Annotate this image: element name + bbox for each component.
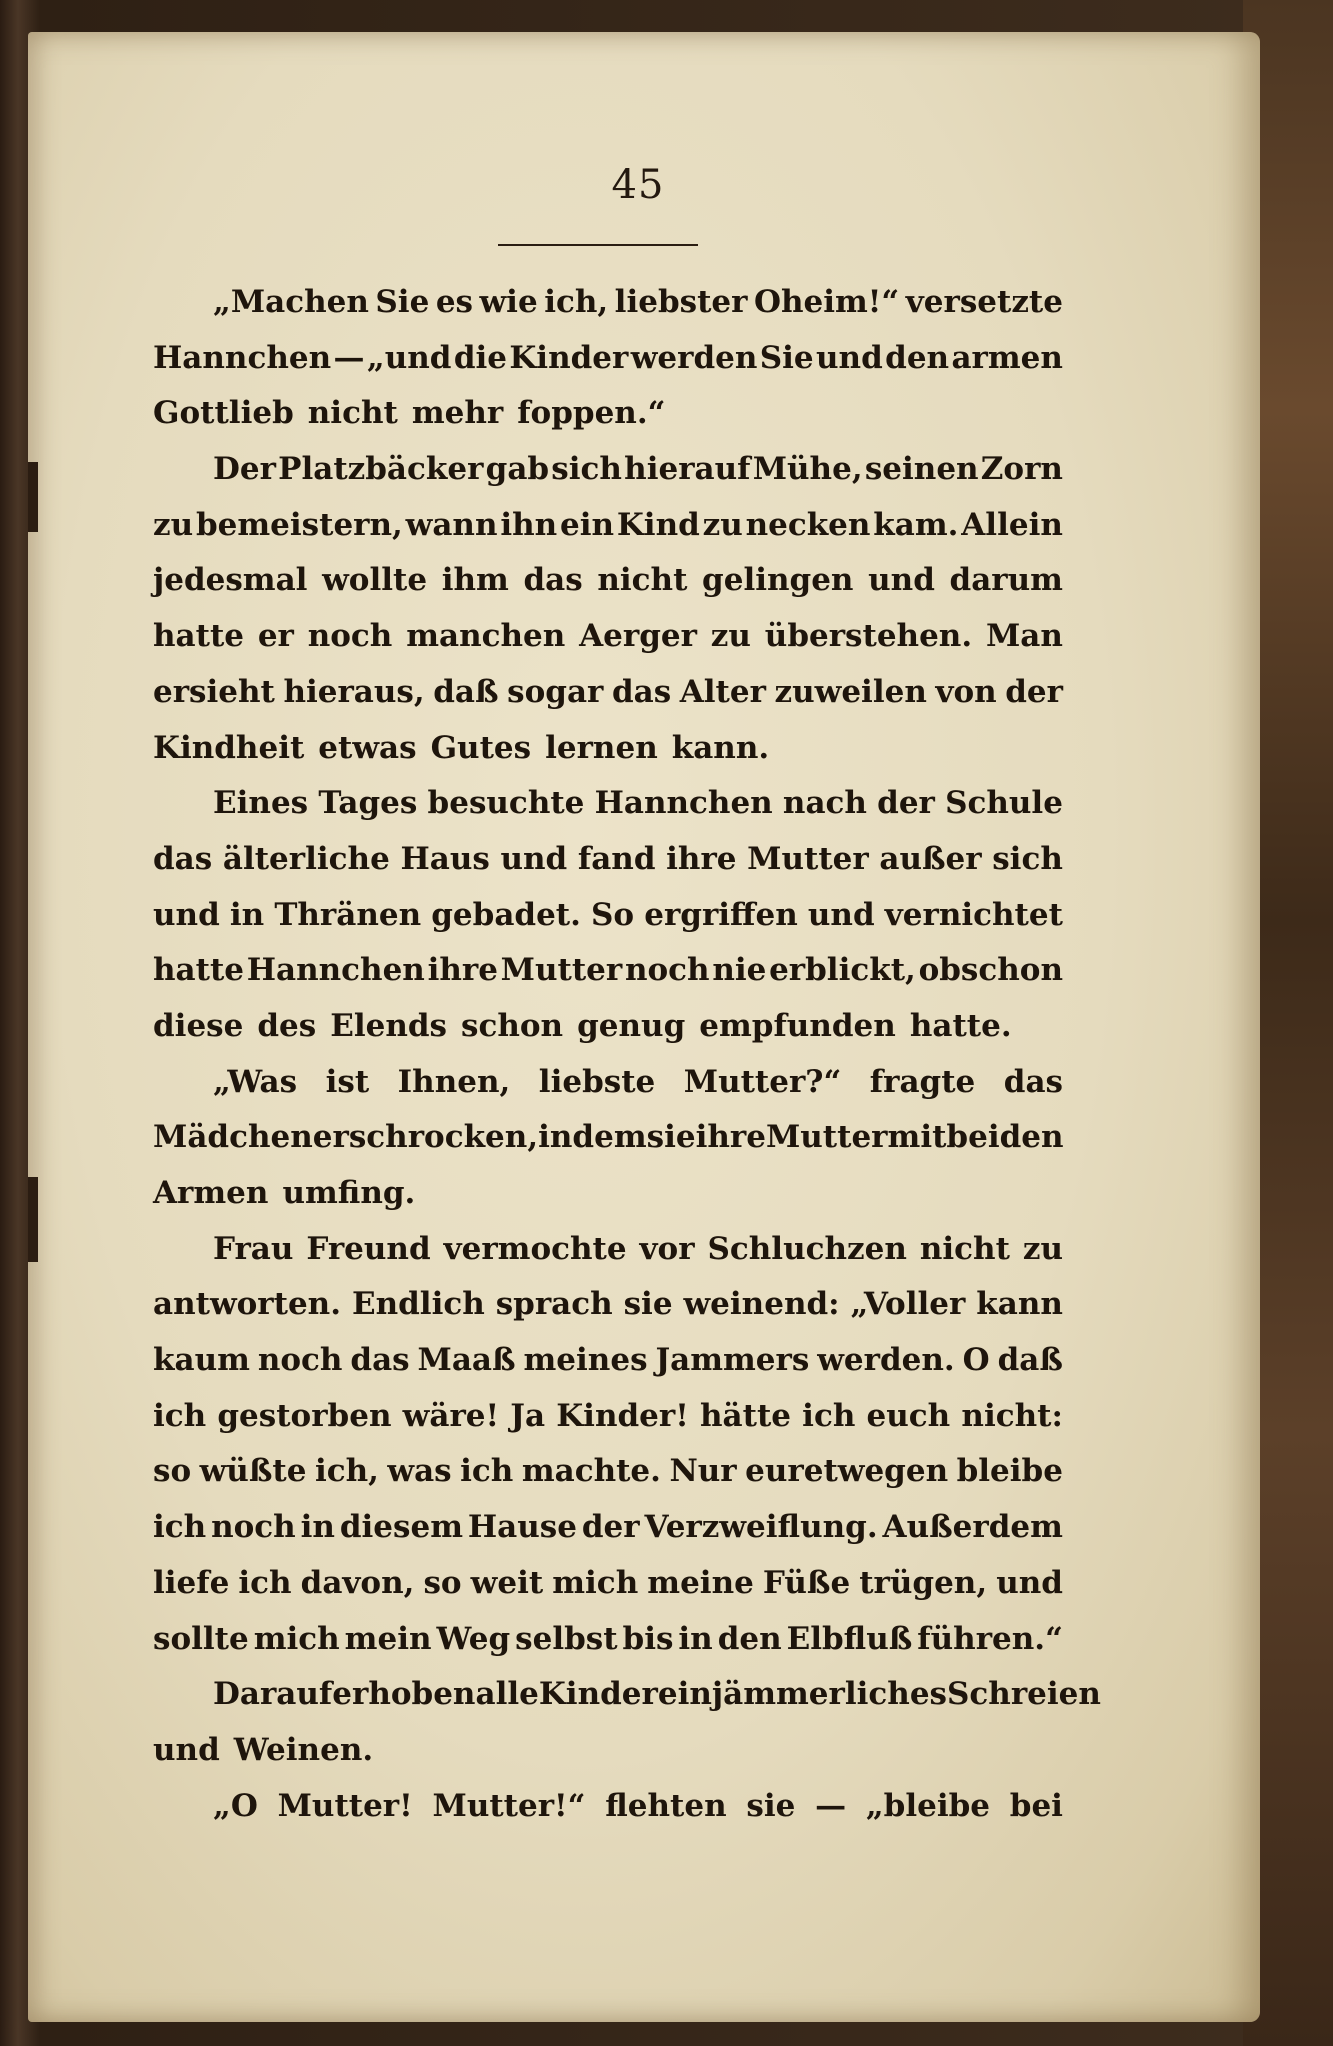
text-word: erhoben: [332, 1676, 476, 1713]
text-word: noch: [307, 618, 393, 655]
text-word: empfunden: [699, 1007, 896, 1044]
text-word: Mutter: [747, 840, 869, 877]
text-word: schon: [461, 1007, 564, 1044]
text-word: bis: [622, 1620, 674, 1657]
text-word: weit: [470, 1564, 544, 1601]
text-word: gestorben: [217, 1397, 392, 1434]
text-word: Frau: [213, 1230, 294, 1267]
text-word: mein: [344, 1620, 432, 1657]
text-word: „Machen: [213, 284, 369, 320]
text-word: „und: [366, 339, 452, 376]
text-word: foppen.“: [517, 395, 666, 432]
text-word: Mutter: [765, 1119, 888, 1156]
text-word: ich,: [544, 284, 609, 320]
text-word: „O: [213, 1787, 258, 1824]
text-word: Eines: [213, 785, 309, 822]
text-word: sogar: [507, 673, 604, 710]
text-word: beiden: [946, 1119, 1064, 1156]
text-word: führen.“: [917, 1620, 1063, 1657]
text-word: Sie: [759, 339, 814, 376]
text-word: Aerger: [579, 618, 697, 655]
text-word: antworten.: [153, 1286, 342, 1323]
text-word: seinen: [864, 451, 979, 488]
text-line: [153, 721, 1063, 777]
text-word: hatte: [153, 952, 244, 989]
text-word: ich,: [314, 1453, 379, 1490]
text-word: Hause: [467, 1509, 577, 1546]
text-word: die: [453, 339, 507, 376]
text-word: Außerdem: [882, 1509, 1063, 1546]
text-word: sie: [646, 1119, 696, 1156]
gutter-mark: [28, 462, 38, 532]
text-word: in: [229, 896, 265, 933]
text-word: ich: [460, 1453, 514, 1490]
text-word: ergriffen: [644, 896, 798, 933]
text-word: ein: [559, 506, 615, 543]
text-word: des: [257, 1007, 317, 1044]
text-word: „Was: [213, 1063, 298, 1100]
text-word: und: [816, 339, 883, 376]
text-word: Schluchzen: [707, 1230, 907, 1267]
text-word: noch: [624, 952, 710, 989]
text-word: So: [591, 896, 635, 933]
text-line: [153, 1222, 1063, 1278]
gutter-mark: [28, 1177, 38, 1262]
text-word: selbst: [515, 1620, 618, 1657]
text-word: O: [962, 1342, 990, 1379]
text-word: Elends: [330, 1007, 448, 1044]
text-word: Füße: [762, 1564, 851, 1601]
text-line: [153, 1333, 1063, 1389]
text-word: Nur: [669, 1453, 737, 1490]
text-word: sie: [623, 1286, 673, 1323]
text-word: weinend:: [683, 1286, 840, 1323]
text-word: Ihnen,: [397, 1063, 511, 1100]
text-word: in: [300, 1509, 335, 1546]
text-word: noch: [211, 1509, 296, 1546]
text-word: sie: [746, 1787, 796, 1824]
text-line: [153, 331, 1063, 387]
text-word: darum: [949, 562, 1063, 599]
text-line: [153, 1612, 1063, 1668]
text-word: er: [257, 618, 294, 655]
text-word: zuweilen: [774, 673, 927, 710]
text-word: hierauf: [624, 451, 751, 488]
text-line: [153, 1444, 1063, 1500]
text-word: Endlich: [351, 1286, 485, 1323]
text-word: wäre!: [402, 1397, 500, 1434]
text-word: Armen: [153, 1175, 269, 1211]
text-line: [153, 1055, 1063, 1111]
text-word: ihre: [427, 952, 498, 989]
text-word: besuchte: [427, 785, 585, 822]
text-word: ich: [153, 1397, 207, 1434]
text-word: „Voller: [850, 1286, 966, 1323]
text-word: machte.: [521, 1453, 661, 1490]
text-word: indem: [538, 1119, 647, 1156]
text-word: Oheim!“: [753, 284, 900, 320]
text-line: [153, 1389, 1063, 1445]
text-word: nie: [712, 952, 767, 989]
text-word: nicht: [307, 395, 398, 432]
text-word: nicht:: [961, 1397, 1063, 1434]
text-word: sprach: [495, 1286, 613, 1323]
text-word: der: [877, 785, 935, 822]
text-word: Tages: [318, 785, 418, 822]
text-word: zu: [702, 506, 743, 543]
text-word: ihre: [695, 1119, 766, 1156]
text-word: das: [1003, 1063, 1063, 1100]
text-word: das: [350, 1342, 410, 1379]
text-line: [153, 999, 1063, 1055]
text-word: ihre: [666, 840, 737, 877]
text-word: Hannchen: [594, 785, 773, 822]
text-word: das: [611, 673, 672, 710]
text-word: so: [153, 1453, 192, 1490]
text-line: [153, 1277, 1063, 1333]
text-word: werden.: [817, 1342, 955, 1379]
text-word: genug: [577, 1007, 686, 1044]
text-line: [153, 665, 1063, 721]
text-word: Alter: [679, 673, 766, 710]
text-word: Mühe,: [752, 451, 863, 488]
text-word: und: [500, 840, 568, 877]
text-word: ich: [153, 1509, 207, 1546]
text-line: [153, 1779, 1063, 1835]
text-word: obschon: [918, 952, 1063, 989]
text-word: Freund: [306, 1230, 431, 1267]
text-word: wann: [405, 506, 498, 543]
text-word: mich: [552, 1564, 639, 1601]
text-word: vermochte: [443, 1230, 627, 1267]
text-word: außer: [879, 840, 982, 877]
text-word: von: [935, 673, 997, 710]
text-word: euch: [866, 1397, 951, 1434]
text-word: und: [868, 562, 935, 599]
text-word: den: [717, 1620, 782, 1657]
text-word: umfing.: [282, 1175, 416, 1211]
text-word: Darauf: [213, 1676, 333, 1713]
book-page: [28, 32, 1260, 2022]
text-word: Mädchen: [153, 1119, 313, 1156]
text-word: Jammers: [655, 1342, 810, 1379]
text-word: Zorn: [980, 451, 1063, 488]
text-word: hatte: [153, 618, 244, 655]
text-word: ihn: [500, 506, 558, 543]
text-word: und: [153, 896, 220, 933]
text-line: [153, 1723, 1063, 1779]
text-word: wollte: [322, 562, 428, 599]
text-word: der: [581, 1509, 640, 1546]
text-word: —: [815, 1787, 847, 1824]
text-word: Man: [985, 618, 1063, 655]
text-word: ersieht: [153, 673, 275, 710]
text-word: liefe: [153, 1564, 230, 1601]
text-word: was: [387, 1453, 452, 1490]
text-line: [153, 609, 1063, 665]
text-word: vor: [639, 1230, 695, 1267]
text-word: erblickt,: [769, 952, 916, 989]
text-word: armen: [951, 339, 1063, 376]
text-word: wüßte: [199, 1453, 307, 1490]
text-word: Gottlieb: [153, 395, 294, 432]
text-word: necken: [745, 506, 871, 543]
text-word: Mutter!: [277, 1787, 413, 1824]
text-word: zu: [153, 506, 194, 543]
text-word: Der: [213, 451, 276, 488]
text-word: —: [333, 339, 365, 376]
text-word: sich: [992, 840, 1063, 877]
text-word: das: [523, 562, 583, 599]
text-word: hieraus,: [283, 673, 425, 710]
text-word: in: [678, 1620, 713, 1657]
text-line: [153, 832, 1063, 888]
text-word: zu: [710, 618, 751, 655]
text-word: Verzweiflung.: [644, 1509, 878, 1546]
text-line: [153, 442, 1063, 498]
text-word: und: [153, 1731, 220, 1768]
text-word: mit: [887, 1119, 947, 1156]
text-word: Kindheit: [153, 729, 305, 766]
body-text: [153, 275, 1101, 1834]
text-word: ein: [657, 1676, 712, 1713]
page-number: 45: [611, 162, 665, 208]
text-word: nicht: [919, 1230, 1010, 1267]
text-word: Platzbäcker: [278, 451, 484, 488]
text-word: es: [435, 284, 473, 320]
text-line: [153, 1166, 1063, 1222]
text-line: [153, 386, 1063, 442]
text-word: Maaß: [417, 1342, 516, 1379]
text-line: [153, 776, 1063, 832]
text-word: Hannchen: [153, 339, 332, 376]
text-word: Ja: [510, 1397, 546, 1434]
text-word: liebster: [614, 284, 748, 320]
text-word: Weg: [436, 1620, 511, 1657]
text-word: fragte: [869, 1063, 976, 1100]
text-word: Elbfluß: [786, 1620, 913, 1657]
text-word: jedesmal: [153, 562, 308, 599]
text-line: [153, 1500, 1063, 1556]
text-word: diese: [153, 1007, 244, 1044]
text-word: liebste: [538, 1063, 656, 1100]
text-word: mich: [253, 1620, 340, 1657]
text-word: lernen: [545, 729, 658, 766]
text-word: hatte.: [909, 1007, 1012, 1044]
text-word: werden: [630, 339, 758, 376]
text-word: noch: [257, 1342, 343, 1379]
text-word: Allein: [961, 506, 1063, 543]
text-word: sollte: [153, 1620, 249, 1657]
text-word: hätte: [700, 1397, 791, 1434]
text-word: gelingen: [702, 562, 854, 599]
text-word: Mutter: [500, 952, 623, 989]
text-word: nach: [782, 785, 867, 822]
text-word: zu: [1022, 1230, 1063, 1267]
text-word: so: [423, 1564, 462, 1601]
text-word: Kinder!: [556, 1397, 689, 1434]
text-word: ich: [802, 1397, 856, 1434]
text-word: ihm: [441, 562, 509, 599]
text-word: manchen: [406, 618, 566, 655]
text-line: [153, 553, 1063, 609]
text-word: gebadet.: [431, 896, 581, 933]
text-word: Mutter!“: [432, 1787, 586, 1824]
text-word: ist: [325, 1063, 370, 1100]
text-word: Kinder: [538, 1676, 658, 1713]
text-word: das: [153, 840, 213, 877]
text-word: diesem: [339, 1509, 463, 1546]
text-line: [153, 275, 1063, 331]
text-word: bei: [1009, 1787, 1063, 1824]
text-line: [153, 943, 1063, 999]
text-word: erschrocken,: [312, 1119, 539, 1156]
text-word: Sie: [375, 284, 430, 320]
text-word: ich: [238, 1564, 292, 1601]
text-word: Gutes: [430, 729, 532, 766]
text-word: jämmerliches: [711, 1676, 948, 1713]
text-word: den: [885, 339, 950, 376]
text-word: älterliche: [222, 840, 390, 877]
text-word: Thränen: [274, 896, 422, 933]
text-word: kann.: [671, 729, 770, 766]
text-line: [153, 1110, 1063, 1166]
text-word: bemeistern,: [195, 506, 403, 543]
text-word: Mutter?“: [683, 1063, 842, 1100]
text-word: vernichtet: [884, 896, 1063, 933]
text-word: „bleibe: [865, 1787, 991, 1824]
text-word: Haus: [400, 840, 490, 877]
text-word: kaum: [153, 1342, 250, 1379]
text-word: wie: [479, 284, 538, 320]
text-word: alle: [475, 1676, 539, 1713]
text-line: [153, 1556, 1063, 1612]
text-word: Schule: [945, 785, 1063, 822]
text-word: meine: [647, 1564, 754, 1601]
text-line: [153, 888, 1063, 944]
text-word: etwas: [318, 729, 417, 766]
text-word: meines: [523, 1342, 648, 1379]
text-word: nicht: [597, 562, 688, 599]
text-word: und: [807, 896, 875, 933]
text-word: trügen,: [859, 1564, 988, 1601]
text-word: daß: [997, 1342, 1063, 1379]
text-word: flehten: [605, 1787, 727, 1824]
text-word: daß: [433, 673, 499, 710]
text-word: versetzte: [905, 284, 1063, 320]
text-word: Kind: [616, 506, 700, 543]
text-word: Schreien: [947, 1676, 1101, 1713]
text-word: fand: [577, 840, 656, 877]
text-word: euretwegen: [745, 1453, 949, 1490]
text-word: bleibe: [956, 1453, 1063, 1490]
text-word: mehr: [411, 395, 504, 432]
page-number-rule: [498, 244, 698, 246]
text-word: gab: [485, 451, 550, 488]
text-line: [153, 498, 1063, 554]
text-word: sich: [551, 451, 622, 488]
text-word: davon,: [300, 1564, 415, 1601]
text-word: überstehen.: [764, 618, 973, 655]
text-word: kann: [976, 1286, 1063, 1323]
text-word: Hannchen: [246, 952, 425, 989]
text-word: der: [1005, 673, 1063, 710]
text-line: [153, 1667, 1101, 1723]
text-word: und: [996, 1564, 1063, 1601]
text-word: Weinen.: [233, 1731, 374, 1768]
text-word: kam.: [873, 506, 959, 543]
text-word: Kinder: [509, 339, 629, 376]
